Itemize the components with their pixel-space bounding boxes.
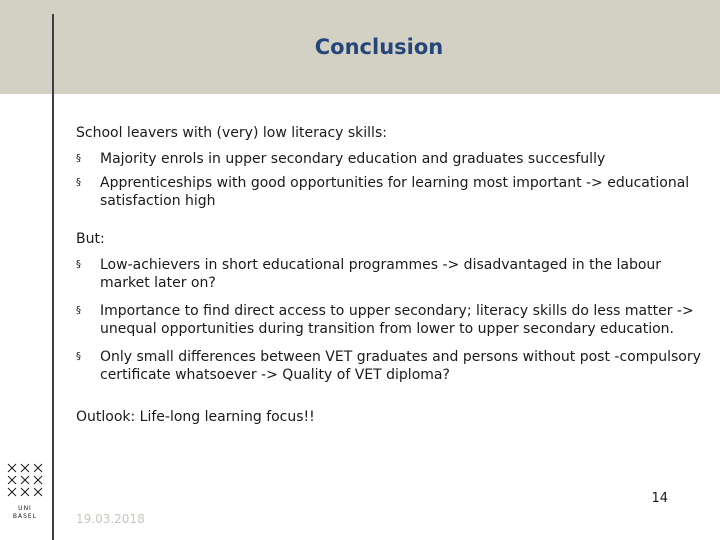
logo-line1: UNI	[18, 505, 32, 512]
bullet-text: Only small differences between VET graduates and persons without post -compulsory certificate whatsoever -> Quality of VET diploma?	[100, 349, 701, 383]
bullet-item	[76, 302, 706, 338]
outlook-text: Outlook: Life-long learning focus!!	[76, 409, 315, 425]
bullet-marker: §	[76, 259, 81, 270]
bullet-text: Importance to find direct access to upper secondary; literacy skills do less matter -> unequal opportunities during transition from lower to upper secondary education.	[100, 303, 694, 337]
bullet-marker: §	[76, 351, 81, 362]
bullet-text: Majority enrols in upper secondary education and graduates succesfully	[100, 151, 606, 167]
slide-title: Conclusion	[314, 35, 444, 59]
bullet-marker: §	[76, 153, 81, 164]
bullet-marker: §	[76, 177, 81, 188]
vertical-divider	[52, 14, 54, 540]
bullet-item	[76, 150, 706, 168]
logo-line2: BASEL	[12, 513, 38, 520]
intro-text: School leavers with (very) low literacy skills:	[76, 125, 387, 141]
bullet-text: Apprenticeships with good opportunities for learning most important -> educational satisfaction high	[100, 175, 690, 209]
bullet-item	[76, 256, 706, 292]
bullet-item	[76, 348, 706, 384]
page-number: 14	[651, 491, 668, 506]
slide-date: 19.03.2018	[76, 512, 145, 526]
slide-body	[76, 124, 706, 434]
bullet-text: Low-achievers in short educational programmes -> disadvantaged in the labour market later on?	[100, 257, 662, 291]
but-label: But:	[76, 231, 105, 247]
university-logo	[4, 460, 46, 524]
bullet-item	[76, 174, 706, 210]
bullet-marker: §	[76, 305, 81, 316]
